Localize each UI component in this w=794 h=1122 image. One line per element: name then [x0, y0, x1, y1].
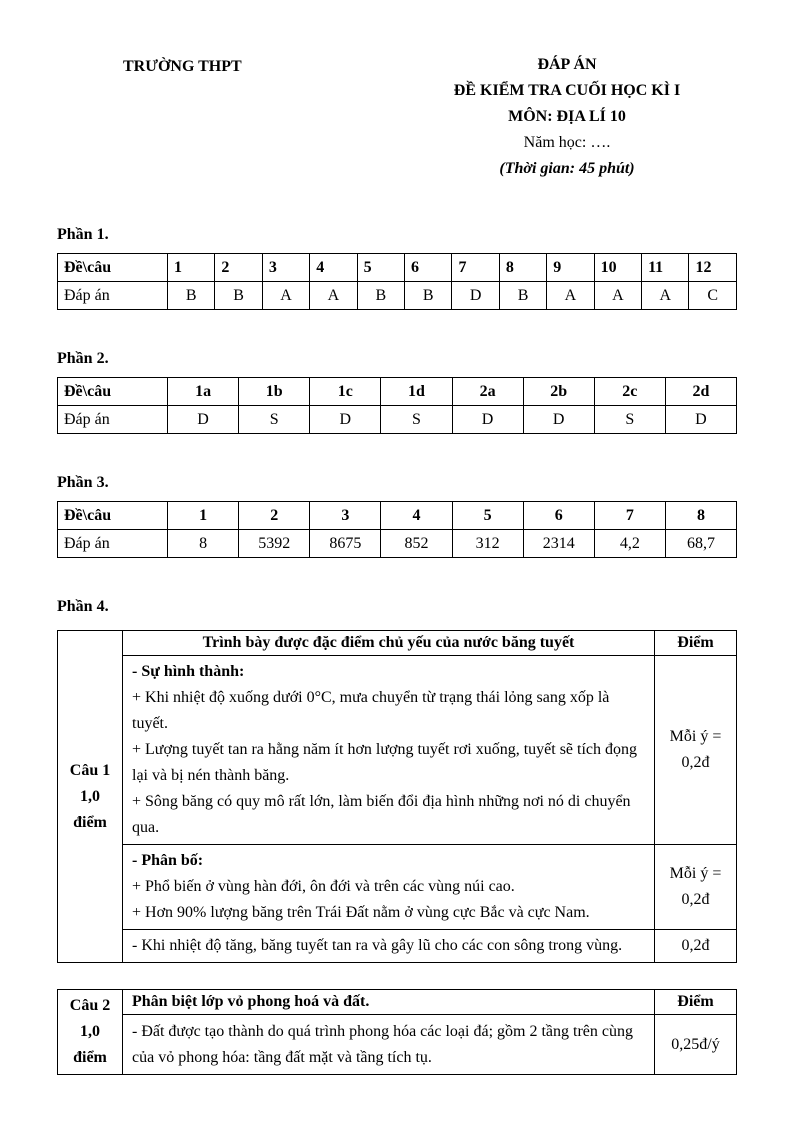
content-heading: - Sự hình thành:: [132, 663, 245, 680]
answer-cell: B: [357, 282, 404, 310]
subject-title: MÔN: ĐỊA LÍ 10: [508, 108, 626, 125]
answer-cell: D: [452, 282, 499, 310]
answer-cell: A: [547, 282, 594, 310]
answer-cell: D: [168, 406, 239, 434]
col-header: 2a: [452, 378, 523, 406]
question-points: 1,0: [80, 787, 100, 805]
col-header: 1: [168, 502, 239, 530]
answer-cell: D: [452, 406, 523, 434]
col-header: 4: [381, 502, 452, 530]
part2-answer-row: [58, 406, 737, 434]
answer-cell: B: [405, 282, 452, 310]
rubric-content: [123, 656, 655, 845]
answer-label: Đáp án: [58, 282, 168, 310]
content-line: - Đất được tạo thành do quá trình phong hóa các loại đá; gồm 2 tầng trên cùng của vỏ phong hóa: tầng đất mặt và tầng tích tụ.: [132, 1022, 633, 1066]
answer-cell: 852: [381, 530, 452, 558]
cau1-row-melting: [58, 930, 737, 963]
school-year: Năm học: ….: [523, 134, 611, 151]
duration: (Thời gian: 45 phút): [499, 160, 635, 177]
exam-title: ĐỀ KIỂM TRA CUỐI HỌC KÌ I: [453, 82, 681, 99]
content-line: + Phổ biến ở vùng hàn đới, ôn đới và trên các vùng núi cao.: [132, 878, 515, 895]
col-header: 1d: [381, 378, 452, 406]
answer-cell: S: [594, 406, 665, 434]
part1-answer-row: [58, 282, 737, 310]
content-heading: - Phân bố:: [132, 852, 204, 869]
col-header: 5: [357, 254, 404, 282]
col-header: 2: [239, 502, 310, 530]
cau2-header-row: [58, 990, 737, 1015]
answer-cell: S: [381, 406, 452, 434]
part3-answer-row: [58, 530, 737, 558]
col-header: 6: [523, 502, 594, 530]
rubric-content: [123, 845, 655, 930]
answer-cell: S: [239, 406, 310, 434]
answer-cell: A: [594, 282, 641, 310]
col-header: 1a: [168, 378, 239, 406]
part3-table: [57, 501, 737, 558]
part2-label: Phần 2.: [57, 350, 109, 367]
question-number-cell: [58, 631, 123, 963]
col-header: 2: [215, 254, 262, 282]
answer-cell: D: [310, 406, 381, 434]
answer-cell: C: [689, 282, 737, 310]
col-header: 3: [262, 254, 309, 282]
answer-cell: 8: [168, 530, 239, 558]
rubric-title: Phân biệt lớp vỏ phong hoá và đất.: [123, 990, 655, 1015]
cau2-rubric-table: [57, 989, 737, 1075]
doc-title: ĐÁP ÁN: [537, 56, 597, 73]
col-header: 9: [547, 254, 594, 282]
cau1-row-formation: [58, 656, 737, 845]
corner-cell: Đề\câu: [58, 502, 168, 530]
part1-table: [57, 253, 737, 310]
answer-cell: A: [262, 282, 309, 310]
answer-cell: B: [499, 282, 546, 310]
content-line: + Lượng tuyết tan ra hằng năm ít hơn lượng tuyết rơi xuống, tuyết sẽ tích đọng lại và bị nén thành băng.: [132, 741, 638, 784]
col-header: 8: [499, 254, 546, 282]
col-header: 7: [594, 502, 665, 530]
part2-table: [57, 377, 737, 434]
content-line: - Khi nhiệt độ tăng, băng tuyết tan ra và gây lũ cho các con sông trong vùng.: [132, 937, 623, 954]
question-points: 1,0: [80, 1023, 100, 1040]
col-header: 4: [310, 254, 357, 282]
part4-label: Phần 4.: [57, 598, 109, 615]
score-cell: 0,2đ: [655, 930, 737, 963]
col-header: 7: [452, 254, 499, 282]
col-header: 11: [642, 254, 689, 282]
part3-label: Phần 3.: [57, 474, 109, 491]
content-line: + Khi nhiệt độ xuống dưới 0°C, mưa chuyển từ trạng thái lỏng sang xốp là tuyết.: [132, 689, 610, 732]
col-header: 3: [310, 502, 381, 530]
question-number: Câu 1: [69, 761, 111, 779]
school-name: TRƯỜNG THPT: [123, 58, 242, 75]
question-points-unit: điểm: [73, 1049, 107, 1066]
rubric-content: [123, 930, 655, 963]
title-block: [397, 52, 737, 182]
answer-cell: 312: [452, 530, 523, 558]
score-cell: Mỗi ý = 0,2đ: [655, 656, 737, 845]
col-header: 8: [665, 502, 736, 530]
question-number: Câu 2: [69, 997, 111, 1014]
score-cell: 0,25đ/ý: [655, 1015, 737, 1075]
part1-header-row: [58, 254, 737, 282]
cau2-content-row: [58, 1015, 737, 1075]
answer-cell: A: [310, 282, 357, 310]
col-header: 10: [594, 254, 641, 282]
part1-label: Phần 1.: [57, 226, 109, 243]
rubric-content: [123, 1015, 655, 1075]
content-line: + Sông băng có quy mô rất lớn, làm biến đổi địa hình những nơi nó di chuyển qua.: [132, 793, 631, 836]
col-header: 1c: [310, 378, 381, 406]
answer-label: Đáp án: [58, 530, 168, 558]
col-header: 6: [405, 254, 452, 282]
answer-cell: 4,2: [594, 530, 665, 558]
cau1-row-distribution: [58, 845, 737, 930]
cau1-header-row: [58, 631, 737, 656]
answer-cell: 68,7: [665, 530, 736, 558]
answer-label: Đáp án: [58, 406, 168, 434]
corner-cell: Đề\câu: [58, 378, 168, 406]
answer-cell: D: [665, 406, 736, 434]
score-cell: Mỗi ý = 0,2đ: [655, 845, 737, 930]
content-line: + Hơn 90% lượng băng trên Trái Đất nằm ở vùng cực Bắc và cực Nam.: [132, 904, 590, 921]
answer-cell: B: [215, 282, 262, 310]
score-column-header: Điểm: [655, 631, 737, 656]
answer-cell: 2314: [523, 530, 594, 558]
col-header: 12: [689, 254, 737, 282]
answer-cell: 8675: [310, 530, 381, 558]
corner-cell: Đề\câu: [58, 254, 168, 282]
answer-cell: A: [642, 282, 689, 310]
part3-header-row: [58, 502, 737, 530]
col-header: 2b: [523, 378, 594, 406]
question-number-cell: [58, 990, 123, 1075]
part2-header-row: [58, 378, 737, 406]
score-column-header: Điểm: [655, 990, 737, 1015]
col-header: 2d: [665, 378, 736, 406]
col-header: 2c: [594, 378, 665, 406]
rubric-title: Trình bày được đặc điểm chủ yếu của nước băng tuyết: [123, 631, 655, 656]
col-header: 1b: [239, 378, 310, 406]
col-header: 5: [452, 502, 523, 530]
question-points-unit: điểm: [73, 813, 107, 831]
answer-cell: D: [523, 406, 594, 434]
document-header: [57, 52, 737, 182]
answer-cell: 5392: [239, 530, 310, 558]
cau1-rubric-table: [57, 630, 737, 963]
answer-cell: B: [168, 282, 215, 310]
col-header: 1: [168, 254, 215, 282]
